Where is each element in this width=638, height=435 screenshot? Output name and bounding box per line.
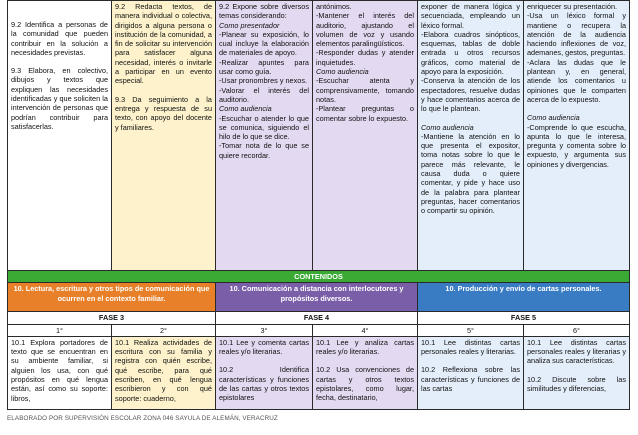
grades-row <box>8 324 630 336</box>
top-cell-3 <box>216 1 313 271</box>
list-item: -Mantiene la atención en lo que presenta el expositor, toma notas sobre lo que le parece más relevante, le causa duda o quiere comentar, y pide y hace uso de la palabra para plantear preguntas, hacer comentarios o compartir su opinión. <box>421 131 520 216</box>
pda-10-1-grade-6: 10.1 Lee distintas cartas personales reales y literarias y analiza sus características. <box>527 337 626 366</box>
pda-9-2-grade-2: 9.2 Redacta textos, de manera individual o colectiva, dirigidos a alguna persona o institución de la comunidad, a fin de solicitar su intervención para satisfacer alguna necesidad, interés o invitarle a participar en un evento especial. <box>115 2 212 86</box>
phase-4-label: FASE 4 <box>216 312 418 324</box>
content-header-fase-5: 10. Producción y envío de cartas personales. <box>418 283 630 312</box>
bottom-content-row <box>8 336 630 409</box>
list-item: -Usa un léxico formal y mantiene o recupera la atención de la audiencia haciendo inflexiones de voz, ademanes, gestos, preguntas. <box>527 11 626 58</box>
top-content-row <box>8 1 630 271</box>
pda-9-2-grade-3: 9.2 Expone sobre diversos temas considerando: <box>219 2 309 21</box>
top-cell-6 <box>524 1 630 271</box>
list-item: -Responder dudas y atender inquietudes. <box>316 48 414 67</box>
list-item: -Tomar nota de lo que se quiere recordar. <box>219 141 309 160</box>
content-headers-row <box>8 283 630 312</box>
pda-10-2-grade-3: 10.2 Identifica características y funciones de las cartas y otros textos epistolares <box>219 365 309 403</box>
top-cell-2 <box>112 1 216 271</box>
list-item: -Elabora cuadros sinópticos, esquemas, tablas de doble entrada u otros recursos gráficos, como material de apoyo para la exposición. <box>421 29 520 77</box>
list-item: -Usar pronombres y nexos. <box>219 76 308 86</box>
list-item: -Plantear preguntas o comentar sobre lo expuesto. <box>316 104 414 123</box>
list-item: -Planear su exposición, lo cual incluye la elaboración de materiales de apoyo. <box>219 29 309 58</box>
pda-10-1-grade-5: 10.1 Lee distintas cartas personales reales y literarias. <box>421 337 520 357</box>
pda-10-1-grade-1: 10.1 Explora portadores de texto que se encuentran en su ambiente familiar, si alguien los usa, con qué propósitos en qué lengua están, así como su soporte: libros, <box>11 337 108 403</box>
bottom-cell-6 <box>524 336 630 409</box>
grade-3-label: 3° <box>216 324 313 336</box>
list-item: -Mantener el interés del auditorio, ajustando el volumen de voz y usando elementos paralingüísticos. <box>316 11 414 49</box>
pda-10-1-grade-3: 10.1 Lee y comenta cartas reales y/o literarias. <box>219 337 309 357</box>
contenidos-row <box>8 271 630 283</box>
bottom-cell-1 <box>8 336 112 409</box>
list-item: -Escuchar atenta y comprensivamente, tomando notas. <box>316 76 414 104</box>
list-item: -Valorar el interés del auditorio. <box>219 85 309 104</box>
curriculum-table <box>7 0 630 410</box>
pda-10-1-grade-4: 10.1 Lee y analiza cartas reales y/o literarias. <box>316 337 414 357</box>
phase-5-label: FASE 5 <box>418 312 630 324</box>
page-footer: ELABORADO POR SUPERVISIÓN ESCOLAR ZONA 046 SAYULA DE ALEMÁN, VERACRUZ <box>7 415 278 422</box>
list-item: -Conserva la atención de los espectadores, resuelve dudas y hace comentarios acerca de lo que le plantean. <box>421 76 520 114</box>
list-item: -Realizar apuntes para usar como guía. <box>219 57 309 77</box>
bottom-cell-5 <box>418 336 524 409</box>
role-presenter-label: Como presentador <box>219 20 280 30</box>
list-item: antónimos. <box>316 2 352 11</box>
pda-9-3-grade-1: 9.3 Elabora, en colectivo, dibujos y textos que expliquen las necesidades identificadas y que soliciten la intervención de personas que podrían contribuir para satisfacerlas. <box>11 66 108 131</box>
top-cell-4 <box>313 1 418 271</box>
grade-2-label: 2° <box>112 324 216 336</box>
pda-10-1-grade-2: 10.1 Realiza actividades de escritura con su familia y registra con quién escribe, qué escribe, para qué escriben, en qué lengua escribieron y con qué soporte: cuaderno, <box>115 337 212 403</box>
top-cell-1 <box>8 1 112 271</box>
pda-10-2-grade-6: 10.2 Discute sobre las similitudes y diferencias, <box>527 374 626 394</box>
contenidos-banner: CONTENIDOS <box>8 271 630 283</box>
role-audience-label: Como audiencia <box>316 67 369 77</box>
grade-5-label: 5° <box>418 324 524 336</box>
grade-6-label: 6° <box>524 324 630 336</box>
phase-3-label: FASE 3 <box>8 312 216 324</box>
grade-1-label: 1° <box>8 324 112 336</box>
phases-row <box>8 312 630 324</box>
list-item: enriquecer su presentación. <box>527 2 618 11</box>
list-item: -Escuchar o atender lo que se comunica, siguiendo el hilo de lo que se dice. <box>219 113 309 142</box>
pda-9-2-grade-1: 9.2 Identifica a personas de la comunidad que pueden contribuir en la solución a necesidades previstas. <box>11 20 108 57</box>
grade-4-label: 4° <box>313 324 418 336</box>
pda-10-2-grade-4: 10.2 Usa convenciones de cartas y otros textos epistolares, como lugar, fecha, destinatario, <box>316 365 414 403</box>
bottom-cell-2 <box>112 336 216 409</box>
list-item: exponer de manera lógica y secuenciada, empleando un léxico formal. <box>421 2 520 30</box>
bottom-cell-4 <box>313 336 418 409</box>
list-item: -Comprende lo que escucha, apunta lo que le interesa, pregunta y comenta sobre lo expuesto, y argumenta sus opiniones y divergencias. <box>527 122 626 169</box>
pda-10-2-grade-5: 10.2 Reflexiona sobre las características y funciones de las cartas <box>421 365 520 394</box>
bottom-cell-3 <box>216 336 313 409</box>
top-cell-5 <box>418 1 524 271</box>
pda-9-3-grade-2: 9.3 Da seguimiento a la entrega y respuesta de su texto, con apoyo del docente y familiares. <box>115 94 212 132</box>
role-audience-label: Como audiencia <box>219 104 272 114</box>
role-audience-label: Como audiencia <box>421 122 474 132</box>
list-item: -Aclara las dudas que le plantean y, en general, atiende los comentarios u opiniones que le comparten acerca de lo expuesto. <box>527 57 626 104</box>
content-header-fase-3: 10. Lectura, escritura y otros tipos de comunicación que ocurren en el contexto familiar. <box>8 283 216 312</box>
role-audience-label: Como audiencia <box>527 113 580 123</box>
content-header-fase-4: 10. Comunicación a distancia con interlocutores y propósitos diversos. <box>216 283 418 312</box>
